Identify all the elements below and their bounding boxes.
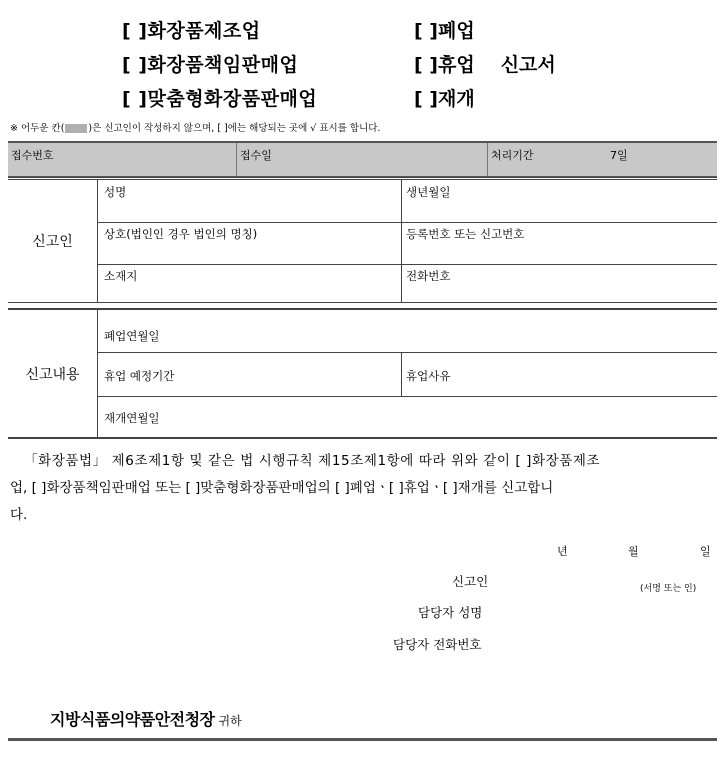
- receipt-date-label: 접수일: [240, 149, 272, 162]
- title-option-closure: [ ]폐업: [414, 19, 475, 42]
- instruction-note: [10, 120, 380, 134]
- processing-period-label: 처리기간: [491, 149, 534, 162]
- form-title: [122, 12, 592, 114]
- addressee-honorific: 귀하: [218, 714, 242, 728]
- divider: [98, 352, 717, 353]
- month-label: 월: [628, 545, 639, 558]
- day-label: 일: [700, 545, 711, 558]
- report-content-section: [8, 308, 717, 439]
- divider: [401, 352, 402, 396]
- processing-period-value: 7일: [610, 149, 628, 162]
- title-suffix: 신고서: [500, 53, 556, 76]
- year-label: 년: [557, 545, 568, 558]
- addressee-organization: 지방식품의약품안전청장: [50, 710, 215, 729]
- statement-line: 「화장품법」 제6조제1항 및 같은 법 시행규칙 제15조제1항에 따라 위와 같이 [ ]화장품제조: [24, 453, 601, 469]
- receipt-number-label: 접수번호: [11, 149, 54, 162]
- title-row: [122, 12, 592, 46]
- sign-or-seal-note: (서명 또는 인): [640, 584, 697, 594]
- divider: [98, 396, 717, 397]
- reopen-date-field[interactable]: 재개연월일: [104, 411, 160, 425]
- address-field[interactable]: 소재지: [104, 269, 138, 283]
- reporter-sign-label: 신고인: [452, 574, 489, 589]
- divider: [487, 143, 488, 176]
- birth-date-field[interactable]: 생년월일: [406, 185, 451, 199]
- divider: [98, 222, 717, 223]
- addressee: [50, 707, 242, 730]
- title-option-suspension: [414, 50, 556, 77]
- bottom-rule: [8, 738, 717, 741]
- title-option-responsible-sales: [ ]화장품책임판매업: [122, 53, 299, 76]
- divider: [98, 264, 717, 265]
- title-suspension-text: [ ]휴업: [414, 53, 475, 76]
- reporter-header: 신고인: [8, 180, 98, 302]
- shaded-cell-sample: [65, 124, 87, 133]
- title-option-custom-sales: [ ]맞춤형화장품판매업: [122, 87, 318, 110]
- receipt-row: [8, 141, 717, 177]
- divider: [236, 143, 237, 176]
- staff-phone-label: 담당자 전화번호: [393, 637, 482, 652]
- reporter-section: [8, 177, 717, 303]
- note-part2: )은 신고인이 작성하지 않으며, [ ]에는 해당되는 곳에 √ 표시를 합니다.: [88, 123, 381, 134]
- title-option-reopen: [ ]재개: [414, 87, 475, 110]
- statement-line: 다.: [10, 507, 28, 523]
- closure-date-field[interactable]: 폐업연월일: [104, 329, 160, 343]
- note-part1: ※ 어두운 칸(: [10, 123, 65, 134]
- phone-field[interactable]: 전화번호: [406, 269, 451, 283]
- company-name-field[interactable]: 상호(법인인 경우 법인의 명칭): [104, 227, 258, 241]
- name-field[interactable]: 성명: [104, 185, 127, 199]
- suspension-period-field[interactable]: 휴업 예정기간: [104, 369, 175, 383]
- content-header: 신고내용: [8, 310, 98, 437]
- suspension-reason-field[interactable]: 휴업사유: [406, 369, 451, 383]
- staff-name-label: 담당자 성명: [418, 605, 483, 620]
- divider: [401, 180, 402, 302]
- statement-line: 업, [ ]화장품책임판매업 또는 [ ]맞춤형화장품판매업의 [ ]폐업ㆍ[ ]휴업ㆍ[ ]재개를 신고합니: [10, 480, 554, 496]
- registration-number-field[interactable]: 등록번호 또는 신고번호: [406, 227, 525, 241]
- statement-paragraph: [10, 448, 716, 529]
- title-row: [122, 46, 592, 80]
- title-option-manufacturing: [ ]화장품제조업: [122, 19, 261, 42]
- title-row: [122, 80, 592, 114]
